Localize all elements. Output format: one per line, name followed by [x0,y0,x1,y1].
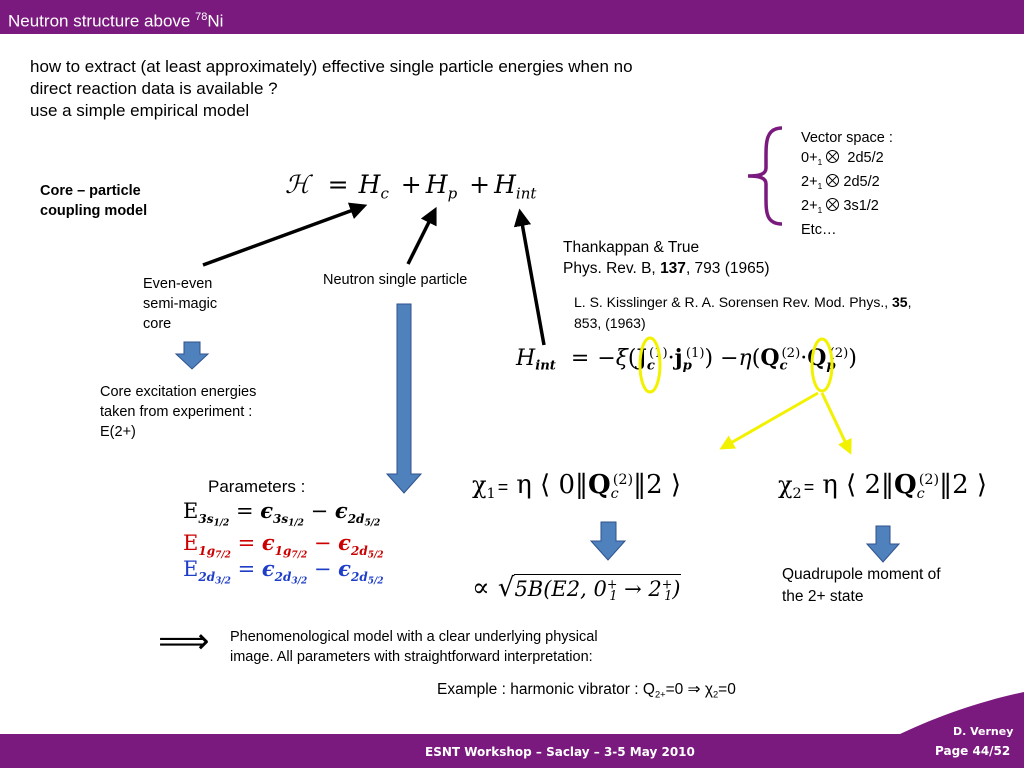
neutron-single-particle-label: Neutron single particle [323,272,468,288]
xi-highlight [640,338,660,392]
hint-equation: $H_{int} = -\xi(J_c^{(1)}\cdot j_p^{(1)}) -\eta(Q_c^{(2)}\cdot Q_p^{(2)})$ [516,345,857,374]
arrow-to-hint [520,212,544,345]
param-equation-3s: $E_{3s_{1/2}} = \epsilon_{3s_{1/2}} - \epsilon_{2d_{5/2}}$ [183,498,381,529]
footer-author: D. Verney [953,725,1014,738]
yellow-arrow-chi2 [822,393,850,452]
example-text: Example : harmonic vibrator : $Q_{2+}=0$ ⇒ $\chi_2=0$ [437,681,736,700]
down-arrow-neutron [387,304,421,493]
reference-thankappan: Thankappan & True Phys. Rev. B, 137, 793 (1965) [563,239,770,277]
vector-space-row: $2+_1$ 2d5/2 [801,174,880,192]
eta-highlight [812,339,832,391]
slide-title: Neutron structure above $^{78}$Ni [8,11,224,31]
yellow-arrow-chi1 [722,393,818,448]
reference-kisslinger: L. S. Kisslinger & R. A. Sorensen Rev. Mod. Phys., 35, 853, (1963) [574,294,912,331]
even-even-core-label: Even-even semi-magic core [143,276,218,332]
param-equation-2d: $E_{2d_{3/2}} = \epsilon_{2d_{3/2}} - \epsilon_{2d_{5/2}}$ [183,556,384,587]
footer-event: ESNT Workshop – Saclay – 3-5 May 2010 [425,745,695,759]
vector-space-row: $0+_1$ 2d5/2 [801,150,884,168]
down-arrow-chi1 [591,522,625,560]
arrow-to-hp [408,210,435,264]
param-equation-1g: $E_{1g_{7/2}} = \epsilon_{1g_{7/2}} - \epsilon_{2d_{5/2}}$ [183,530,384,561]
core-excitation-label: Core excitation energies taken from experiment : E(2+) [100,384,257,440]
parameters-label: Parameters : [208,477,306,496]
hamiltonian-equation: ℋ = $H_c + H_p + H_{int}$ [285,170,537,203]
chi2-equation: $\chi_2 = \eta$ ⟨ $2‖Q_c^{(2)}‖2$ ⟩ [778,470,988,503]
be2-proportionality: ∝ √5B(E2, $0^+_1 \to 2^+_1$) [472,573,681,604]
chi1-equation: $\chi_1 = \eta$ ⟨ $0‖Q_c^{(2)}‖2$ ⟩ [472,470,682,503]
intro-line-2: direct reaction data is available ? [30,79,278,98]
implies-icon: ⟹ [158,621,210,662]
down-arrow-core [176,342,208,369]
footer-page-number: Page 44/52 [935,744,1011,758]
quadrupole-label: Quadrupole moment of the 2+ state [782,566,941,605]
vector-space-etc: Etc… [801,222,837,239]
down-arrow-chi2 [867,526,899,562]
vector-space-title: Vector space : [801,130,893,146]
conclusion-text: Phenomenological model with a clear underlying physical image. All parameters with straightforward interpretation: [230,629,598,665]
core-model-label: Core – particle coupling model [40,183,148,219]
intro-line-1: how to extract (at least approximately) effective single particle energies when no [30,57,633,76]
vector-space-row: $2+_1$ 3s1/2 [801,198,879,216]
arrow-to-hc [203,206,364,265]
intro-line-3: use a simple empirical model [30,101,250,120]
